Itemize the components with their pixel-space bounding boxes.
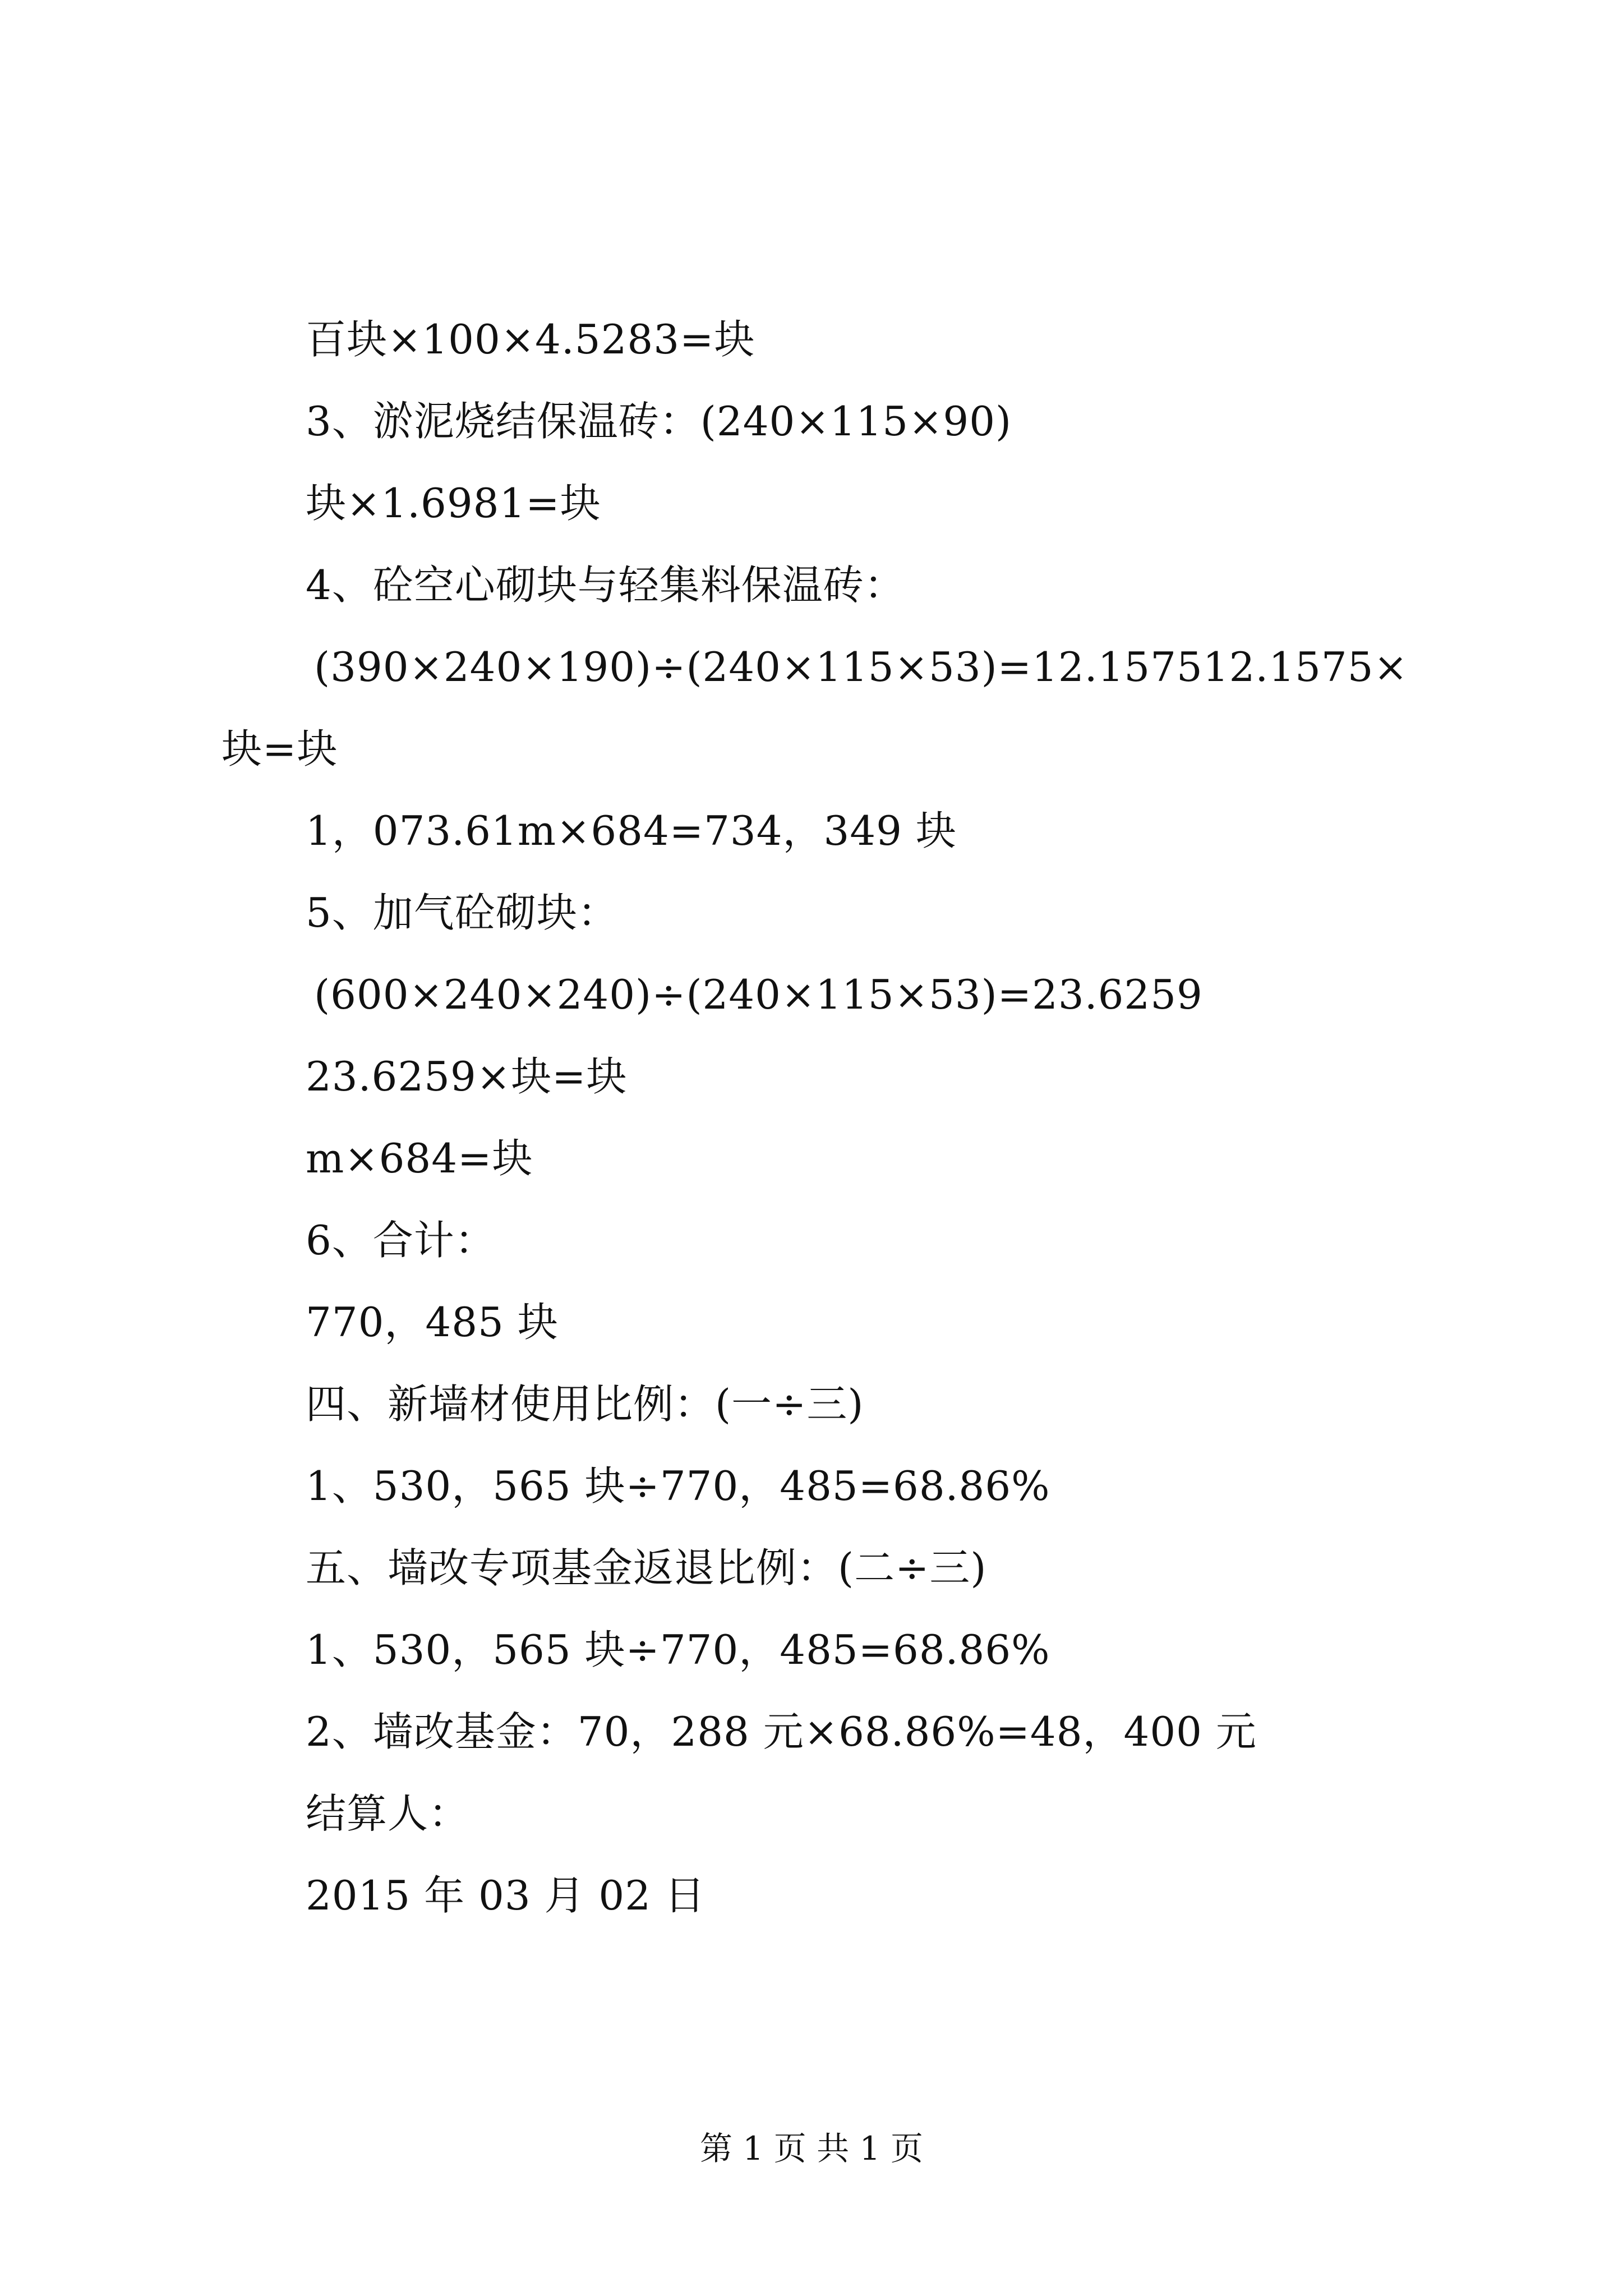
- text-line-9: (600×240×240)÷(240×115×53)=23.6259: [314, 971, 1203, 1018]
- text-line-20: 2015 年 03 月 02 日: [306, 1872, 706, 1919]
- text-line-16: 五、墙改专项基金返退比例：(二÷三): [306, 1544, 987, 1591]
- text-line-17: 1、530，565 块÷770，485=68.86%: [306, 1626, 1050, 1673]
- text-line-5: (390×240×190)÷(240×115×53)=12.157512.1575×: [314, 643, 1408, 691]
- text-line-11: m×684=块: [306, 1135, 533, 1182]
- text-line-7: 1，073.61m×684=734，349 块: [306, 807, 957, 854]
- text-line-6: 块=块: [222, 725, 338, 772]
- text-line-15: 1、530，565 块÷770，485=68.86%: [306, 1462, 1050, 1510]
- text-line-19: 结算人：: [306, 1790, 470, 1837]
- text-line-3: 块×1.6981=块: [306, 480, 601, 527]
- text-line-1: 百块×100×4.5283=块: [306, 316, 755, 363]
- text-line-12: 6、合计：: [306, 1217, 496, 1264]
- text-line-13: 770，485 块: [306, 1299, 559, 1346]
- text-line-18: 2、墙改基金：70，288 元×68.86%=48，400 元: [306, 1708, 1257, 1755]
- page-footer: 第 1 页 共 1 页: [700, 2129, 923, 2168]
- text-line-8: 5、加气砼砌块：: [306, 889, 619, 936]
- text-line-2: 3、淤泥烧结保温砖：(240×115×90): [306, 398, 1012, 445]
- text-line-14: 四、新墙材使用比例：(一÷三): [306, 1381, 864, 1428]
- text-line-4: 4、砼空心砌块与轻集料保温砖：: [306, 562, 905, 609]
- text-line-10: 23.6259×块=块: [306, 1053, 628, 1100]
